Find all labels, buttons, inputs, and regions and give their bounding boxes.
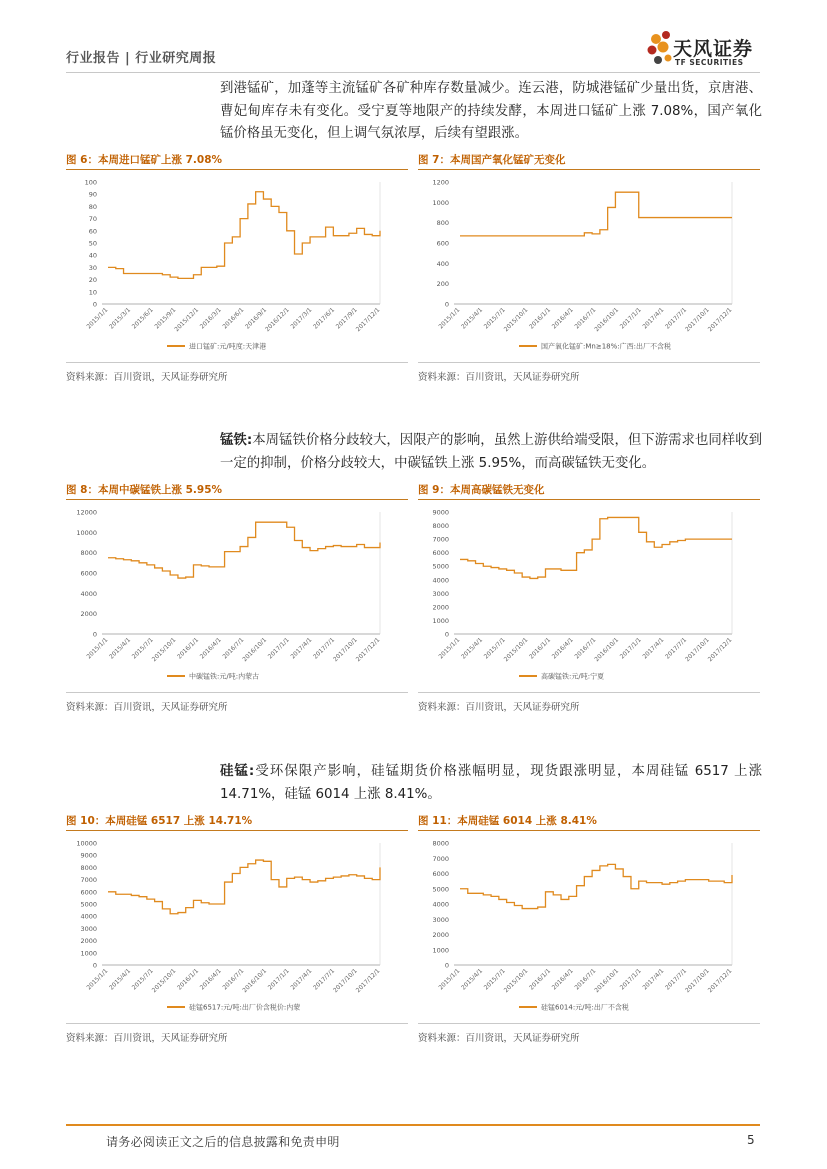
x-tick-label: 2015/4/1 [108, 636, 133, 661]
y-tick-label: 0 [444, 300, 449, 309]
y-tick-label: 9000 [80, 851, 97, 860]
x-tick-label: 2017/12/1 [706, 636, 734, 664]
x-tick-label: 2016/10/1 [593, 967, 621, 995]
figure-title: 图 8：本周中碳锰铁上涨 5.95% [66, 484, 223, 496]
y-tick-label: 4000 [80, 589, 97, 598]
y-tick-label: 10 [88, 288, 97, 297]
x-tick-label: 2016/1/1 [176, 636, 201, 661]
x-tick-label: 2015/4/1 [460, 636, 485, 661]
y-tick-label: 0 [92, 630, 97, 639]
disclaimer-text: 请务必阅读正文之后的信息披露和免责申明 [106, 1135, 340, 1149]
paragraph-body: 受环保限产影响，硅锰期货价格涨幅明显，现货跟涨明显，本周硅锰 6517 上涨 14.71%，硅锰 6014 上涨 8.41%。 [220, 764, 762, 802]
line-chart [418, 502, 760, 690]
x-tick-label: 2017/12/1 [706, 967, 734, 995]
x-tick-label: 2015/10/1 [502, 967, 530, 995]
y-tick-label: 8000 [80, 863, 97, 872]
y-tick-label: 0 [444, 961, 449, 970]
x-tick-label: 2016/1/1 [176, 967, 201, 992]
y-tick-label: 4000 [432, 576, 449, 585]
x-tick-label: 2016/3/1 [198, 306, 223, 331]
y-tick-label: 7000 [432, 535, 449, 544]
x-tick-label: 2015/10/1 [502, 306, 530, 334]
y-tick-label: 1200 [432, 178, 449, 187]
y-tick-label: 40 [88, 251, 97, 260]
series-line [460, 192, 732, 236]
x-tick-label: 2016/4/1 [550, 306, 575, 331]
figure-title-rule [66, 830, 408, 831]
x-tick-label: 2015/7/1 [482, 636, 507, 661]
paragraph-ferromanganese [220, 430, 762, 475]
figure-title-rule [418, 169, 760, 170]
line-chart [418, 833, 760, 1021]
figure-source-rule [418, 1023, 760, 1024]
x-tick-label: 2016/6/1 [221, 306, 246, 331]
header-divider [66, 72, 760, 73]
x-tick-label: 2017/10/1 [332, 636, 359, 664]
y-tick-label: 3000 [80, 924, 97, 933]
y-tick-label: 2000 [432, 603, 449, 612]
x-tick-label: 2017/1/1 [266, 967, 291, 992]
x-tick-label: 2015/4/1 [460, 967, 485, 992]
y-tick-label: 60 [88, 227, 97, 236]
y-tick-label: 2000 [80, 937, 97, 946]
report-category: 行业报告 | 行业研究周报 [66, 51, 217, 66]
x-tick-label: 2017/12/1 [354, 306, 382, 334]
y-tick-label: 800 [436, 219, 449, 228]
x-tick-label: 2017/1/1 [618, 306, 643, 331]
y-tick-label: 20 [88, 276, 97, 285]
y-tick-label: 5000 [432, 562, 449, 571]
x-tick-label: 2017/4/1 [641, 306, 666, 331]
x-tick-label: 2017/7/1 [664, 636, 689, 661]
y-tick-label: 1000 [432, 198, 449, 207]
series-line [108, 192, 380, 279]
y-tick-label: 2000 [80, 610, 97, 619]
x-tick-label: 2017/7/1 [664, 306, 689, 331]
y-tick-label: 5000 [432, 885, 449, 894]
paragraph-lead: 锰铁: [220, 433, 253, 448]
x-tick-label: 2015/1/1 [85, 636, 110, 661]
figure-source: 资料来源：百川资讯，天风证券研究所 [418, 372, 580, 383]
legend-label: 进口锰矿:元/吨度:天津港 [189, 342, 267, 351]
figure-source: 资料来源：百川资讯，天风证券研究所 [66, 1033, 228, 1044]
x-tick-label: 2017/7/1 [312, 967, 337, 992]
page-number: 5 [747, 1133, 755, 1147]
x-tick-label: 2015/7/1 [130, 636, 155, 661]
figure-source-rule [66, 692, 408, 693]
y-tick-label: 4000 [432, 900, 449, 909]
x-tick-label: 2016/1/1 [528, 636, 553, 661]
line-chart [66, 502, 408, 690]
x-tick-label: 2016/4/1 [198, 636, 223, 661]
paragraph-manganese-ore: 到港锰矿，加蓬等主流锰矿各矿种库存数量减少。连云港，防城港锰矿少量出货，京唐港、曹妃甸库存未有变化。受宁夏等地限产的持续发酵，本周进口锰矿上涨 7.08%，国产氧化锰价格虽无变化，但上调气氛浓厚，后续有望跟涨。 [220, 81, 762, 141]
figure-title: 图 10：本周硅锰 6517 上涨 14.71% [66, 815, 253, 827]
y-tick-label: 80 [88, 202, 97, 211]
x-tick-label: 2017/1/1 [618, 636, 643, 661]
x-tick-label: 2016/7/1 [573, 967, 598, 992]
x-tick-label: 2015/10/1 [502, 636, 530, 664]
x-tick-label: 2016/12/1 [264, 306, 291, 334]
legend-label: 硅锰6014:元/吨:出厂不含税 [541, 1003, 629, 1012]
y-tick-label: 0 [92, 300, 97, 309]
y-tick-label: 5000 [80, 900, 97, 909]
figure-source: 资料来源：百川资讯，天风证券研究所 [418, 702, 580, 713]
y-tick-label: 600 [436, 239, 449, 248]
x-tick-label: 2016/7/1 [573, 636, 598, 661]
figure-title-rule [418, 830, 760, 831]
x-tick-label: 2017/3/1 [289, 306, 314, 331]
x-tick-label: 2017/7/1 [664, 967, 689, 992]
series-line [460, 517, 732, 578]
y-tick-label: 400 [436, 259, 449, 268]
y-tick-label: 6000 [80, 569, 97, 578]
y-tick-label: 3000 [432, 915, 449, 924]
y-tick-label: 2000 [432, 931, 449, 939]
line-chart [66, 833, 408, 1021]
figure-title-rule [418, 499, 760, 500]
x-tick-label: 2017/4/1 [289, 967, 314, 992]
x-tick-label: 2016/1/1 [528, 967, 553, 992]
x-tick-label: 2016/4/1 [198, 967, 223, 992]
y-tick-label: 7000 [432, 854, 449, 863]
y-tick-label: 4000 [80, 912, 97, 921]
footer-divider [66, 1124, 760, 1126]
y-tick-label: 30 [88, 263, 97, 272]
figure-source-rule [418, 692, 760, 693]
x-tick-label: 2016/10/1 [593, 306, 621, 334]
figure-source: 资料来源：百川资讯，天风证券研究所 [66, 702, 228, 713]
y-tick-label: 9000 [432, 508, 449, 517]
x-tick-label: 2017/10/1 [684, 306, 711, 334]
x-tick-label: 2017/10/1 [332, 967, 359, 995]
y-tick-label: 6000 [432, 870, 449, 878]
x-tick-label: 2015/7/1 [130, 967, 155, 992]
y-tick-label: 8000 [432, 839, 449, 848]
x-tick-label: 2017/1/1 [266, 636, 291, 661]
figure-title: 图 6：本周进口锰矿上涨 7.08% [66, 154, 223, 166]
figure-title-rule [66, 499, 408, 500]
line-chart [418, 172, 760, 360]
x-tick-label: 2017/4/1 [289, 636, 314, 661]
series-line [460, 864, 732, 908]
y-tick-label: 8000 [80, 549, 97, 558]
legend-label: 国产氧化锰矿:Mn≥18%:广西:出厂不含税 [541, 342, 671, 351]
x-tick-label: 2017/6/1 [312, 306, 337, 331]
figure-source: 资料来源：百川资讯，天风证券研究所 [66, 372, 228, 383]
y-tick-label: 1000 [80, 949, 97, 958]
logo-chinese-name: 天风证券 [673, 38, 754, 60]
x-tick-label: 2015/1/1 [437, 306, 462, 331]
y-tick-label: 200 [436, 280, 449, 289]
x-tick-label: 2015/1/1 [437, 967, 462, 992]
y-tick-label: 6000 [432, 549, 449, 558]
y-tick-label: 6000 [80, 888, 97, 897]
figure-source: 资料来源：百川资讯，天风证券研究所 [418, 1033, 580, 1044]
x-tick-label: 2016/1/1 [528, 306, 553, 331]
paragraph-silicomanganese [220, 761, 762, 806]
x-tick-label: 2016/10/1 [241, 636, 269, 664]
figure-title: 图 7：本周国产氧化锰矿无变化 [418, 154, 566, 166]
figure-source-rule [66, 362, 408, 363]
y-tick-label: 10000 [76, 528, 97, 537]
x-tick-label: 2015/3/1 [108, 306, 133, 331]
x-tick-label: 2015/7/1 [482, 306, 507, 331]
x-tick-label: 2015/4/1 [108, 967, 133, 992]
x-tick-label: 2016/4/1 [550, 636, 575, 661]
paragraph-lead: 硅锰: [220, 764, 255, 779]
figure-title-rule [66, 169, 408, 170]
figure-source-rule [418, 362, 760, 363]
y-tick-label: 100 [84, 178, 97, 187]
x-tick-label: 2017/12/1 [354, 967, 382, 995]
y-tick-label: 3000 [432, 589, 449, 598]
x-tick-label: 2015/10/1 [150, 967, 178, 995]
x-tick-label: 2016/7/1 [221, 636, 246, 661]
x-tick-label: 2015/1/1 [85, 967, 110, 992]
x-tick-label: 2016/9/1 [244, 306, 269, 331]
y-tick-label: 90 [88, 190, 97, 199]
x-tick-label: 2015/10/1 [150, 636, 178, 664]
y-tick-label: 0 [444, 630, 449, 639]
x-tick-label: 2015/6/1 [130, 306, 155, 331]
x-tick-label: 2015/1/1 [85, 306, 110, 331]
x-tick-label: 2017/10/1 [684, 636, 711, 664]
y-tick-label: 1000 [432, 616, 449, 625]
x-tick-label: 2016/10/1 [241, 967, 269, 995]
x-tick-label: 2015/12/1 [173, 306, 201, 334]
legend-label: 中碳锰铁:元/吨:内蒙古 [189, 672, 260, 681]
legend-label: 高碳锰铁:元/吨:宁夏 [541, 672, 605, 681]
paragraph-body: 本周锰铁价格分歧较大，因限产的影响，虽然上游供给端受限，但下游需求也同样收到一定的抑制，价格分歧较大，中碳锰铁上涨 5.95%，而高碳锰铁无变化。 [220, 433, 762, 471]
x-tick-label: 2016/4/1 [550, 967, 575, 992]
y-tick-label: 12000 [76, 508, 97, 517]
x-tick-label: 2017/9/1 [334, 306, 359, 331]
x-tick-label: 2017/1/1 [618, 967, 643, 992]
x-tick-label: 2016/7/1 [573, 306, 598, 331]
figure-title: 图 9：本周高碳锰铁无变化 [418, 484, 545, 496]
line-chart [66, 172, 408, 360]
y-tick-label: 7000 [80, 876, 97, 885]
x-tick-label: 2015/1/1 [437, 636, 462, 661]
x-tick-label: 2015/4/1 [460, 306, 485, 331]
x-tick-label: 2016/7/1 [221, 967, 246, 992]
y-tick-label: 1000 [432, 946, 449, 955]
y-tick-label: 50 [88, 239, 97, 248]
figure-source-rule [66, 1023, 408, 1024]
y-tick-label: 70 [88, 215, 97, 224]
y-tick-label: 10000 [76, 839, 97, 848]
series-line [108, 522, 380, 578]
x-tick-label: 2015/7/1 [482, 967, 507, 992]
legend-label: 硅锰6517:元/吨:出厂价含税价:内蒙 [189, 1003, 301, 1012]
x-tick-label: 2017/12/1 [354, 636, 382, 664]
y-tick-label: 0 [92, 961, 97, 970]
x-tick-label: 2016/10/1 [593, 636, 621, 664]
x-tick-label: 2017/4/1 [641, 636, 666, 661]
x-tick-label: 2017/12/1 [706, 306, 734, 334]
logo-english-name: TF SECURITIES [675, 58, 744, 67]
series-line [108, 860, 380, 914]
y-tick-label: 8000 [432, 522, 449, 531]
x-tick-label: 2017/7/1 [312, 636, 337, 661]
figure-title: 图 11：本周硅锰 6014 上涨 8.41% [418, 815, 597, 827]
x-tick-label: 2015/9/1 [153, 306, 178, 331]
x-tick-label: 2017/4/1 [641, 967, 666, 992]
x-tick-label: 2017/10/1 [684, 967, 711, 995]
